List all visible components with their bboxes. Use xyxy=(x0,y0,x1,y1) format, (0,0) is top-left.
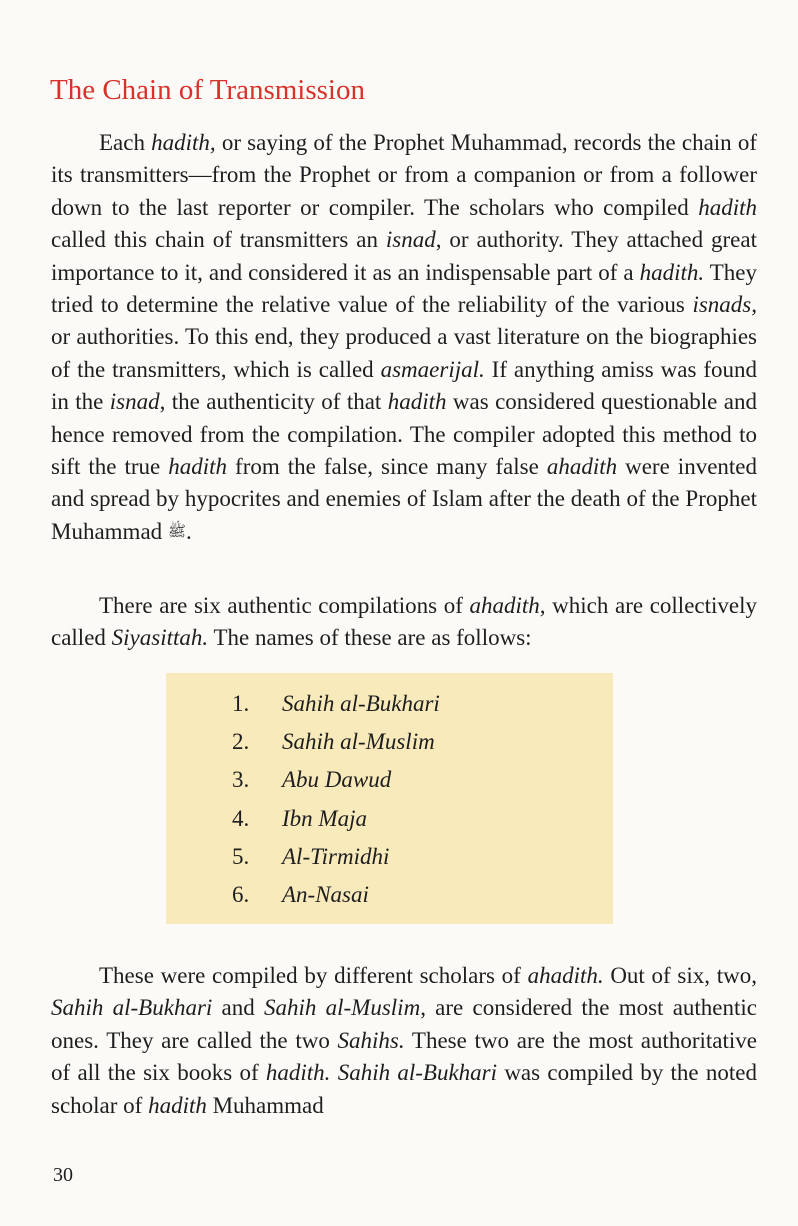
list-item-number: 3. xyxy=(232,767,250,793)
italic-term: hadith xyxy=(168,454,228,480)
text-run: Each xyxy=(99,130,152,155)
paragraph-chain-of-transmission xyxy=(51,127,757,548)
italic-term: Sahihs. xyxy=(337,1027,405,1053)
text-run: or authorities. To this end, they produced a vast literature on the biographies of the transmitters, which is called xyxy=(51,324,757,382)
list-item xyxy=(232,800,440,838)
italic-term: isnads, xyxy=(692,292,757,318)
text-run: was considered questionable and hence removed from the compilation. The compiler adopted this method to sift the true xyxy=(51,389,757,480)
italic-term: hadith. xyxy=(265,1060,331,1086)
text-run: which are collectively called xyxy=(51,593,757,651)
text-run: Muhammad xyxy=(206,1092,324,1118)
text-run: If anything amiss was found in the xyxy=(51,356,757,415)
section-title: The Chain of Transmission xyxy=(50,74,365,106)
honorific-glyph: ﷺ xyxy=(167,523,187,540)
list-item-name: Sahih al-Muslim xyxy=(282,729,435,755)
paragraph-two-sahihs xyxy=(51,960,757,1122)
compilations-list xyxy=(232,685,440,914)
list-item xyxy=(232,761,440,799)
italic-term: hadith, xyxy=(151,130,216,155)
list-item-name: An-Nasai xyxy=(282,881,369,907)
text-run: from the false, since many false xyxy=(227,454,547,480)
italic-term: asmaerijal. xyxy=(380,356,485,382)
text-run xyxy=(330,1060,337,1085)
list-item-name: Sahih al-Bukhari xyxy=(282,691,440,716)
list-item-number: 2. xyxy=(232,729,250,755)
italic-term: isnad xyxy=(109,389,160,415)
text-run: , are considered the most authentic ones. They are called the two xyxy=(51,995,757,1053)
list-item-name: Al-Tirmidhi xyxy=(282,843,390,869)
italic-term: Siyasittah. xyxy=(111,625,209,651)
list-item xyxy=(232,838,440,876)
list-item-name: Ibn Maja xyxy=(282,805,367,831)
italic-term: Sahih al-Muslim xyxy=(264,995,421,1021)
text-run: and xyxy=(212,995,264,1021)
italic-term: hadith xyxy=(387,389,447,415)
italic-term: isnad xyxy=(385,227,436,253)
text-run: These two are the most authoritative of all the six books of xyxy=(51,1027,757,1086)
text-run: There are six authentic compilations of xyxy=(99,593,470,618)
text-run: They tried to determine the relative value of the reliability of the various xyxy=(51,259,757,318)
list-item-number: 4. xyxy=(232,805,250,831)
page-number: 30 xyxy=(53,1164,73,1186)
list-item-name: Abu Dawud xyxy=(282,767,392,793)
text-run: Out of six, two, xyxy=(603,963,757,988)
list-item-number: 1. xyxy=(232,691,250,716)
italic-term: ahadith. xyxy=(527,963,604,988)
text-run: called this chain of transmitters an xyxy=(51,227,386,253)
list-item-number: 6. xyxy=(232,881,250,907)
text-run: These were compiled by different scholars of xyxy=(99,963,528,988)
italic-term: hadith xyxy=(698,194,757,220)
text-run: , or authority. They attached great importance to it, and considered it as an indispensable part of a xyxy=(51,227,757,285)
list-item xyxy=(232,723,440,761)
text-run: was compiled by the noted scholar of xyxy=(51,1060,757,1118)
italic-term: hadith xyxy=(148,1092,207,1118)
list-item xyxy=(232,685,440,723)
compilations-list-box xyxy=(166,673,613,924)
text-run: . xyxy=(186,518,192,544)
text-run: The names of these are as follows: xyxy=(208,625,532,651)
text-run: were invented and spread by hypocrites and enemies of Islam after the death of the Prophet Muhammad xyxy=(51,454,758,544)
text-run: or saying of the Prophet Muhammad, records the chain of its transmitters—from the Prophet or from a companion or from a follower down to the last reporter or compiler. The scholars who compiled xyxy=(51,130,757,220)
paragraph-six-compilations xyxy=(51,590,757,655)
text-run: , the authenticity of that xyxy=(159,389,388,415)
italic-term: Sahih al-Bukhari xyxy=(51,995,213,1021)
italic-term: ahadith, xyxy=(469,593,546,618)
list-item xyxy=(232,876,440,914)
italic-term: hadith. xyxy=(639,259,705,285)
italic-term: Sahih al-Bukhari xyxy=(337,1060,498,1086)
list-item-number: 5. xyxy=(232,843,250,869)
italic-term: ahadith xyxy=(546,454,618,480)
